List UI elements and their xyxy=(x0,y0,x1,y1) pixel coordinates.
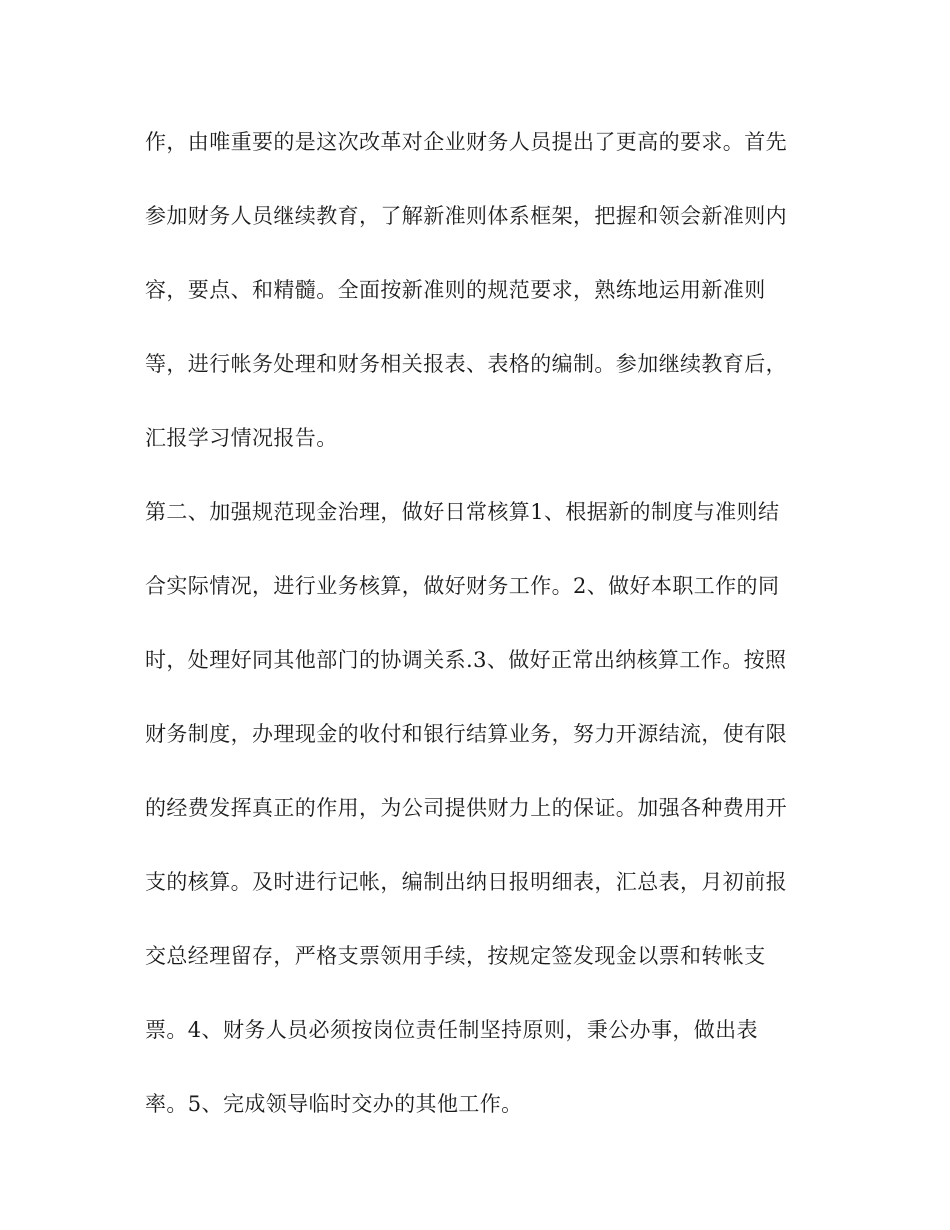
text-line-3: 容，要点、和精髓。全面按新准则的规范要求，熟练地运用新准则 xyxy=(145,278,766,302)
text-line-10: 的经费发挥真正的作用，为公司提供财力上的保证。加强各种费用开 xyxy=(145,796,787,820)
text-line-5: 汇报学习情况报告。 xyxy=(145,426,338,450)
text-line-13: 票。4、财务人员必须按岗位责任制坚持原则，秉公办事，做出表 xyxy=(145,1018,758,1042)
text-line-6: 第二、加强规范现金治理，做好日常核算1、根据新的制度与准则结 xyxy=(145,500,780,524)
text-line-12: 交总经理留存，严格支票领用手续，按规定签发现金以票和转帐支 xyxy=(145,944,766,968)
text-line-1: 作，由唯重要的是这次改革对企业财务人员提出了更高的要求。首先 xyxy=(145,130,787,154)
text-line-7: 合实际情况，进行业务核算，做好财务工作。2、做好本职工作的同 xyxy=(145,574,780,598)
text-line-2: 参加财务人员继续教育，了解新准则体系框架，把握和领会新准则内 xyxy=(145,204,787,228)
document-body xyxy=(145,116,805,1152)
text-line-11: 支的核算。及时进行记帐，编制出纳日报明细表，汇总表，月初前报 xyxy=(145,870,787,894)
text-line-8: 时，处理好同其他部门的协调关系.3、做好正常出纳核算工作。按照 xyxy=(145,648,787,672)
text-line-9: 财务制度，办理现金的收付和银行结算业务，努力开源结流，使有限 xyxy=(145,722,787,746)
text-line-14: 率。5、完成领导临时交办的其他工作。 xyxy=(145,1092,523,1116)
text-line-4: 等，进行帐务处理和财务相关报表、表格的编制。参加继续教育后， xyxy=(145,352,787,376)
